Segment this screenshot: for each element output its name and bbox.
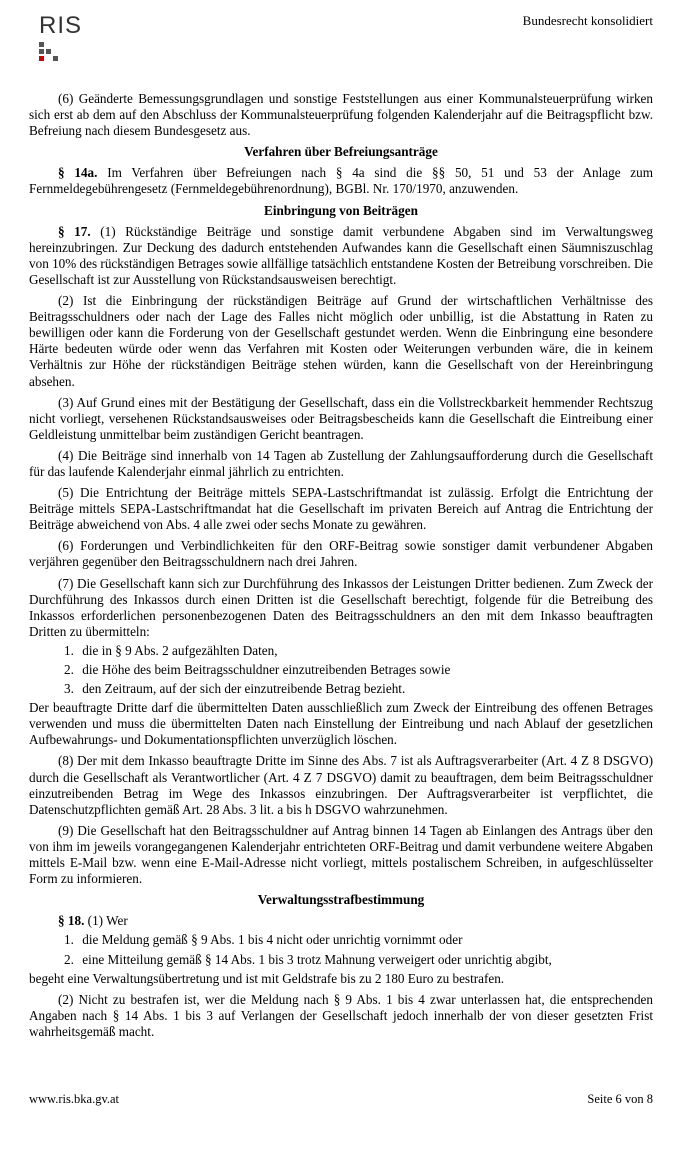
paragraph-17-8: (8) Der mit dem Inkasso beauftragte Dritte im Sinne des Abs. 7 ist als Auftragsverarbeiter (Art. 4 Z 8 DSGVO) durch die Gesellschaft als Verantwortlicher (Art. 4 Z 7 DSGVO) damit zu beauftragen, dem beim Beitragsschuldner einzutreibenden Betrag im Wege des Inkassos einzubringen. Der Auftragsverarbeiter ist verpflichtet, die Datenschutzpflichten gemäß Art. 28 Abs. 3 lit. a bis h DSGVO wahrzunehmen. <box>29 753 653 817</box>
list-text: eine Mitteilung gemäß § 14 Abs. 1 bis 3 trotz Mahnung verweigert oder unrichtig abgibt, <box>82 951 552 967</box>
logo-square-icon <box>46 49 51 54</box>
paragraph-17-3: (3) Auf Grund eines mit der Bestätigung der Gesellschaft, dass ein die Vollstreckbarkeit hemmender Rechtszug nicht vorliegt, versehenen Rückstandsausweises oder Beitragsbescheids kann die Gesellschaft die Eintreibung einer Geldleistung unmittelbar beim zuständigen Gericht beantragen. <box>29 394 653 442</box>
list-number: 2. <box>64 662 74 677</box>
list-text: den Zeitraum, auf der sich der einzutreibende Betrag bezieht. <box>82 681 406 697</box>
paragraph-17-1 <box>29 224 653 288</box>
list-17-7 <box>29 643 653 697</box>
list-item <box>29 681 653 697</box>
list-item <box>29 952 653 968</box>
paragraph-18-1 <box>29 913 653 929</box>
list-item <box>29 932 653 948</box>
list-item <box>29 662 653 678</box>
logo-square-icon <box>39 49 44 54</box>
paragraph-14-6: (6) Geänderte Bemessungsgrundlagen und sonstige Feststellungen aus einer Kommunalsteuerprüfung wirken sich erst ab dem auf den Abschluss der Kommunalsteuerprüfung folgenden Kalenderjahr auf die Beitragspflicht bzw. Befreiung nach diesem Bundesgesetz aus. <box>29 91 653 139</box>
list-text: die Höhe des beim Beitragsschuldner einzutreibenden Betrages sowie <box>82 662 451 677</box>
paragraph-text: (1) Wer <box>84 913 128 929</box>
list-number: 1. <box>64 642 74 658</box>
list-item <box>29 643 653 659</box>
footer-url[interactable]: www.ris.bka.gv.at <box>29 1092 120 1106</box>
ris-logo <box>29 12 109 62</box>
header-title: Bundesrecht konsolidiert <box>522 13 653 28</box>
logo-square-icon <box>39 42 44 47</box>
paragraph-17-4: (4) Die Beiträge sind innerhalb von 14 Tagen ab Zustellung der Zahlungsaufforderung durch die Gesellschaft für das laufende Kalenderjahr einmal jährlich zu entrichten. <box>29 447 653 479</box>
document-body <box>29 91 653 1045</box>
paragraph-17-7-continued: Der beauftragte Dritte darf die übermittelten Daten ausschließlich zum Zweck der Eintreibung des offenen Betrages verwenden und muss die übermittelten Daten nach Einstellung der Eintreibung und nach Ablauf der gesetzlichen Aufbewahrungs- und Dokumentationspflichten unverzüglich löschen. <box>29 700 653 748</box>
paragraph-17-7: (7) Die Gesellschaft kann sich zur Durchführung des Inkassos der Leistungen Dritter bedienen. Zum Zweck der Durchführung des Inkassos durch einen Dritten ist die Gesellschaft berechtigt, folgende für die Betreibung des Inkassos erforderlichen personenbezogenen Daten des Beitragsschuldners an den mit dem Inkasso beauftragten Dritten zu übermitteln: <box>29 575 653 639</box>
section-number: § 14a. <box>58 165 98 181</box>
list-text: die Meldung gemäß § 9 Abs. 1 bis 4 nicht oder unrichtig vornimmt oder <box>82 932 463 948</box>
list-number: 2. <box>64 951 74 967</box>
logo-square-red-icon <box>39 56 44 61</box>
list-number: 1. <box>64 932 74 948</box>
section-number: § 17. <box>58 223 91 239</box>
paragraph-17-6: (6) Forderungen und Verbindlichkeiten für den ORF-Beitrag sowie sonstiger damit verbundener Abgaben verjähren gegenüber den Beitragsschuldnern nach drei Jahren. <box>29 538 653 570</box>
list-18-1 <box>29 932 653 967</box>
logo-square-icon <box>53 56 58 61</box>
logo-text: RIS <box>39 12 83 39</box>
paragraph-text: Im Verfahren über Befreiungen nach § 4a sind die §§ 50, 51 und 53 der Anlage zum Fernmeldegebührengesetz (Fernmeldegebührenordnung), BGBl. Nr. 170/1970, anzuwenden. <box>29 165 654 197</box>
paragraph-17-5: (5) Die Entrichtung der Beiträge mittels SEPA-Lastschriftmandat ist zulässig. Erfolgt die Entrichtung der Beiträge mittels SEPA-Lastschriftmandat hat die Gesellschaft im privaten Bereich auf Antrag die Entrichtung der Beiträge abweichend von Abs. 4 alle zwei oder sechs Monate zu gewähren. <box>29 485 653 533</box>
paragraph-17-2: (2) Ist die Einbringung der rückständigen Beiträge auf Grund der wirtschaftlichen Verhältnisse des Beitragsschuldners oder nach der Lage des Falles nicht möglich oder unbillig, ist die Abstattung in Raten zu bewilligen oder kann die Forderung von der Gesellschaft gestundet werden. Wenn die Einbringung eine besondere Härte bedeuten würde oder wenn das Verfahren mit Kosten oder Weiterungen verbunden wäre, die in keinem Verhältnis zur Höhe der rückständigen Beiträge stehen würden, kann die Gesellschaft von der Hereinbringung absehen. <box>29 293 653 389</box>
paragraph-18-1-continued: begeht eine Verwaltungsübertretung und ist mit Geldstrafe bis zu 2 180 Euro zu bestrafen. <box>29 970 505 986</box>
list-text: die in § 9 Abs. 2 aufgezählten Daten, <box>82 642 278 658</box>
heading-befreiungsantraege: Verfahren über Befreiungsanträge <box>244 144 438 160</box>
paragraph-17-9: (9) Die Gesellschaft hat den Beitragsschuldner auf Antrag binnen 14 Tagen ab Einlangen des Antrags über den von ihm im jeweils vorangegangenen Kalenderjahr entrichteten ORF-Beitrag und damit verbundene weitere Abgaben mittels E-Mail bzw. wenn eine E-Mail-Adresse nicht vorliegt, mittels postalischem Schreiben, in aufgeschlüsselter Form zu informieren. <box>29 822 653 887</box>
section-number: § 18. <box>58 913 85 929</box>
heading-verwaltungsstraf: Verwaltungsstrafbestimmung <box>257 892 425 908</box>
paragraph-14a <box>29 165 653 197</box>
list-number: 3. <box>64 681 74 697</box>
heading-einbringung: Einbringung von Beiträgen <box>264 202 418 218</box>
footer-page-number: Seite 6 von 8 <box>587 1092 653 1106</box>
paragraph-text: (1) Rückständige Beiträge und sonstige damit verbundene Abgaben sind im Verwaltungsweg hereinzubringen. Zur Deckung des dadurch entstehenden Aufwandes kann die Gesellschaft einen Säumniszuschlag von 10% des rückständigen Betrages sowie allfällige tatsächlich entstandene Kosten der Betreibung vorschreiben. Die Gesellschaft ist zur Ausstellung von Rückstandsausweisen berechtigt. <box>29 223 654 287</box>
paragraph-18-2: (2) Nicht zu bestrafen ist, wer die Meldung nach § 9 Abs. 1 bis 4 zwar unterlassen hat, die entsprechenden Angaben nach § 14 Abs. 1 bis 3 auf Verlangen der Gesellschaft jedoch innerhalb der von dieser gesetzten Frist wahrheitsgemäß macht. <box>29 991 653 1039</box>
